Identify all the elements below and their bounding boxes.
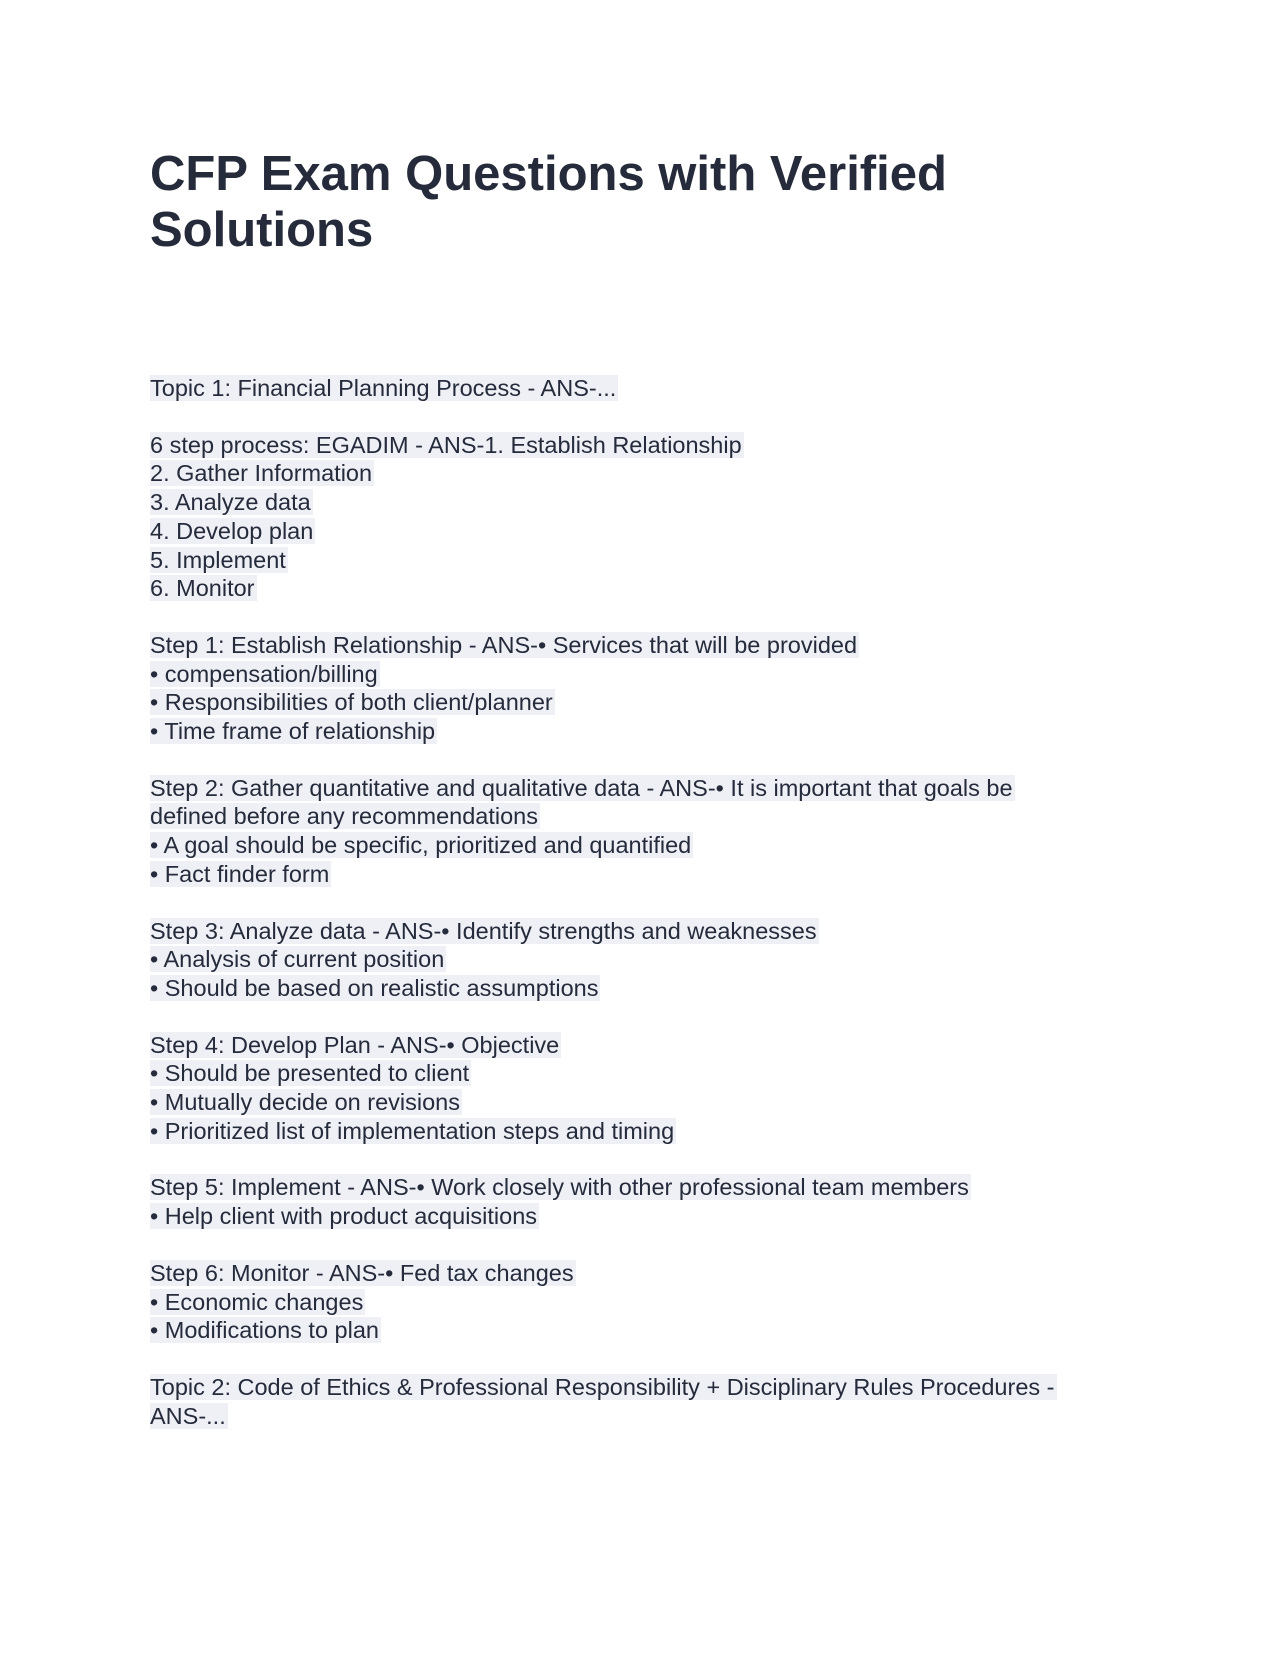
qa-line-row	[150, 459, 1130, 488]
qa-line: Topic 1: Financial Planning Process - ANS-...	[150, 375, 617, 401]
document-page	[150, 146, 1130, 1458]
qa-line: Step 3: Analyze data - ANS-• Identify strengths and weaknesses	[150, 917, 817, 944]
qa-line-row	[150, 831, 1130, 860]
qa-line: • Help client with product acquisitions	[150, 1203, 538, 1230]
qa-line-row	[150, 431, 1130, 460]
qa-line: 4. Develop plan	[150, 517, 314, 544]
qa-line-row	[150, 1031, 1130, 1060]
qa-line-row	[150, 945, 1130, 974]
qa-line-row	[150, 574, 1130, 603]
qa-line: • Time frame of relationship	[150, 718, 436, 745]
qa-line: ANS-...	[150, 1402, 226, 1429]
qa-line: Step 6: Monitor - ANS-• Fed tax changes	[150, 1259, 574, 1286]
qa-line: • Should be presented to client	[150, 1060, 470, 1087]
qa-line-row	[150, 802, 1130, 831]
qa-line: 6 step process: EGADIM - ANS-1. Establish Relationship	[150, 431, 742, 458]
qa-line-row	[150, 517, 1130, 546]
qa-line-row	[150, 860, 1130, 889]
qa-line-row	[150, 488, 1130, 517]
qa-line: • Modifications to plan	[150, 1317, 379, 1344]
qa-block	[150, 1173, 1130, 1230]
qa-line: • Responsibilities of both client/planner	[150, 689, 553, 716]
qa-line-row	[150, 1402, 1130, 1431]
qa-block	[150, 374, 1130, 403]
qa-line-row	[150, 917, 1130, 946]
qa-line-row	[150, 1059, 1130, 1088]
document-title: CFP Exam Questions with Verified Solutions	[150, 147, 947, 257]
qa-line-row	[150, 774, 1130, 803]
qa-line-row	[150, 1088, 1130, 1117]
qa-line-row	[150, 1173, 1130, 1202]
qa-line-row	[150, 1259, 1130, 1288]
qa-line: • A goal should be specific, prioritized and quantified	[150, 832, 692, 859]
qa-line-row	[150, 1316, 1130, 1345]
qa-line: • compensation/billing	[150, 660, 378, 687]
qa-line: Step 1: Establish Relationship - ANS-• Services that will be provided	[150, 631, 858, 658]
qa-line: • Analysis of current position	[150, 946, 445, 973]
qa-line: • Prioritized list of implementation steps and timing	[150, 1117, 675, 1144]
qa-line: • Economic changes	[150, 1288, 364, 1315]
qa-block	[150, 631, 1130, 746]
qa-block	[150, 1259, 1130, 1345]
qa-block	[150, 917, 1130, 1003]
qa-line: Topic 2: Code of Ethics & Professional Responsibility + Disciplinary Rules Procedures -	[150, 1373, 1055, 1400]
qa-line-row	[150, 688, 1130, 717]
qa-line: • Fact finder form	[150, 860, 330, 887]
qa-block	[150, 1031, 1130, 1146]
qa-line-row	[150, 374, 1130, 403]
qa-line-row	[150, 546, 1130, 575]
qa-line-row	[150, 1288, 1130, 1317]
qa-line-row	[150, 717, 1130, 746]
qa-line-row	[150, 974, 1130, 1003]
qa-line: Step 4: Develop Plan - ANS-• Objective	[150, 1031, 560, 1058]
qa-line-row	[150, 1373, 1130, 1402]
qa-block	[150, 774, 1130, 889]
qa-block	[150, 1373, 1130, 1430]
qa-line: 3. Analyze data	[150, 489, 311, 516]
qa-line-row	[150, 660, 1130, 689]
qa-line-row	[150, 1117, 1130, 1146]
qa-line-row	[150, 1202, 1130, 1231]
qa-line: 2. Gather Information	[150, 460, 373, 487]
qa-line: • Mutually decide on revisions	[150, 1089, 460, 1116]
qa-line: 5. Implement	[150, 546, 286, 573]
qa-line: Step 5: Implement - ANS-• Work closely with other professional team members	[150, 1174, 969, 1201]
qa-list	[150, 374, 1130, 1430]
qa-line: 6. Monitor	[150, 575, 255, 602]
qa-line: • Should be based on realistic assumptions	[150, 974, 599, 1001]
qa-block	[150, 431, 1130, 603]
qa-line-row	[150, 631, 1130, 660]
qa-line: defined before any recommendations	[150, 803, 538, 830]
qa-line: Step 2: Gather quantitative and qualitative data - ANS-• It is important that goals be	[150, 774, 1013, 801]
